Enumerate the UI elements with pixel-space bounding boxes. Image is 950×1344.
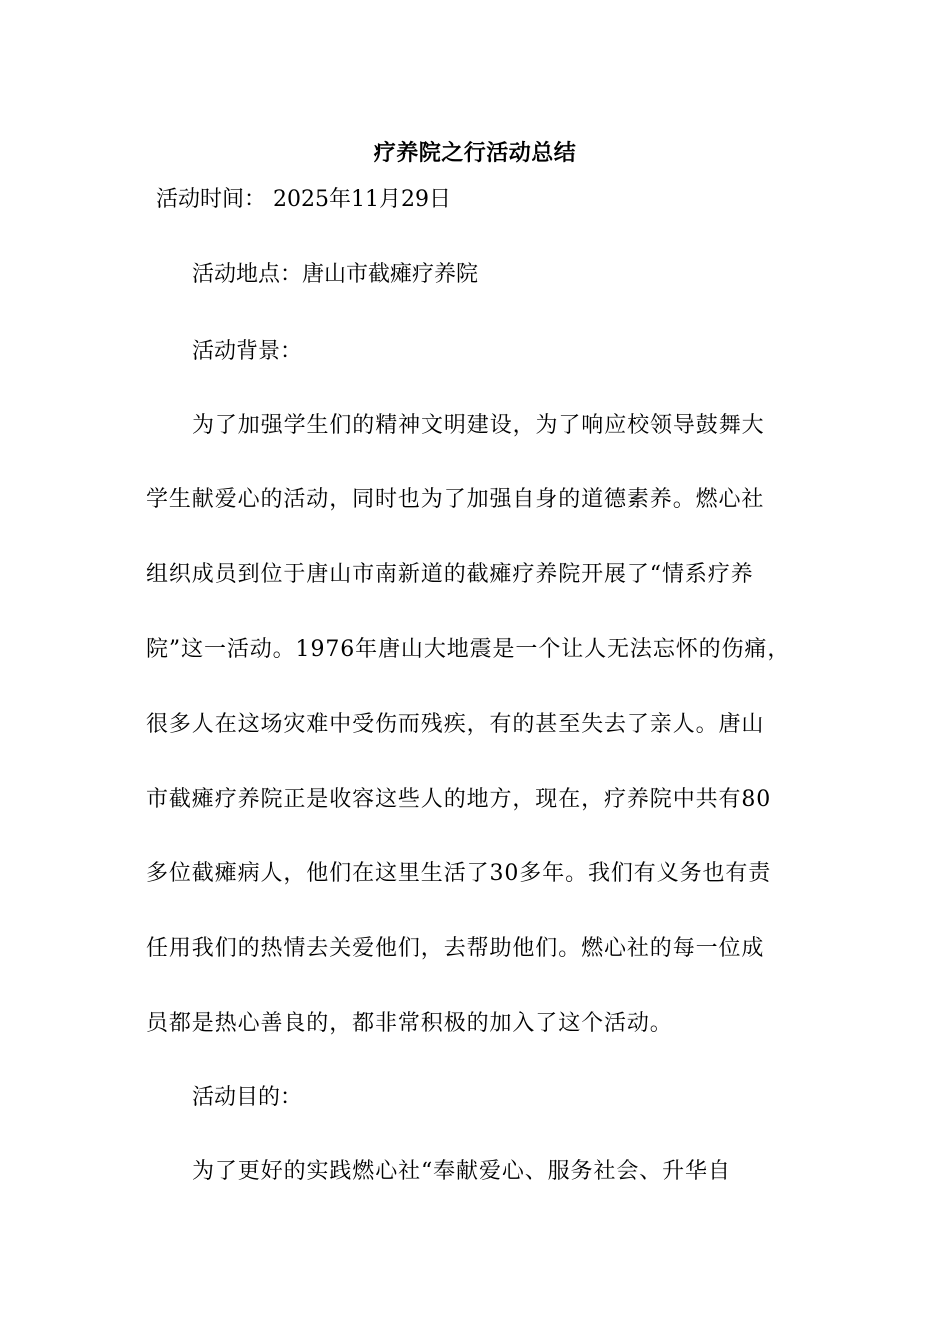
document-title: 疗养院之行活动总结 [373, 140, 577, 166]
paragraph-line: 市截瘫疗养院正是收容这些人的地方，现在，疗养院中共有80 [146, 787, 772, 812]
activity-time: 活动时间： 2025年11月29日 [156, 187, 451, 212]
paragraph-line: 学生献爱心的活动，同时也为了加强自身的道德素养。燃心社 [146, 487, 765, 512]
paragraph-line: 为了更好的实践燃心社“奉献爱心、服务社会、升华自 [192, 1159, 731, 1184]
paragraph-line: 很多人在这场灾难中受伤而残疾，有的甚至失去了亲人。唐山 [146, 712, 765, 737]
paragraph-line: 员都是热心善良的，都非常积极的加入了这个活动。 [146, 1011, 673, 1036]
paragraph-line: 为了加强学生们的精神文明建设，为了响应校领导鼓舞大 [192, 413, 765, 438]
paragraph-line: 多位截瘫病人，他们在这里生活了30多年。我们有义务也有责 [146, 861, 772, 886]
paragraph-line: 任用我们的热情去关爱他们，去帮助他们。燃心社的每一位成 [146, 936, 765, 961]
paragraph-line: 院”这一活动。1976年唐山大地震是一个让人无法忘怀的伤痛， [146, 637, 791, 662]
paragraph-line: 组织成员到位于唐山市南新道的截瘫疗养院开展了“情系疗养 [146, 562, 754, 587]
background-heading: 活动背景： [192, 339, 303, 364]
purpose-heading: 活动目的： [192, 1085, 303, 1110]
activity-place: 活动地点：唐山市截瘫疗养院 [192, 262, 479, 287]
